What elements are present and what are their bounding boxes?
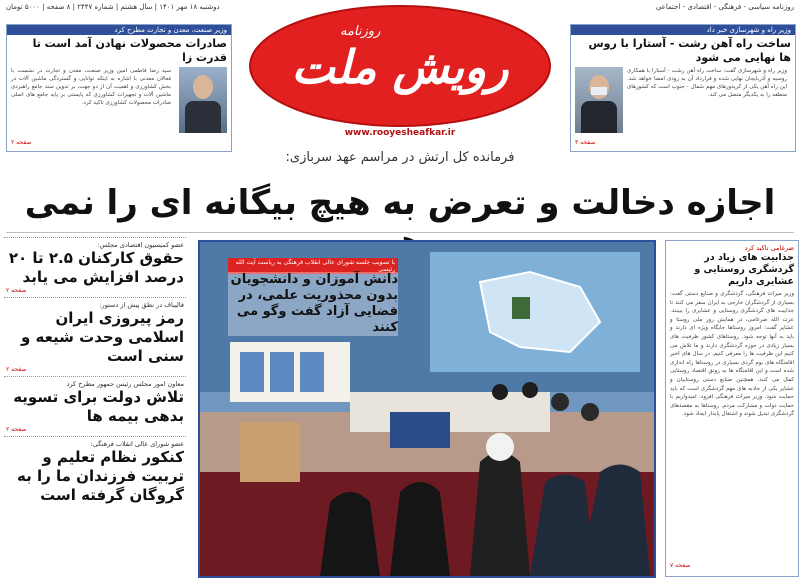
- minister-photo-right: [575, 67, 623, 133]
- news-kicker: قالیباف در نطق پیش از دستور:: [99, 301, 184, 309]
- headline-rule: [6, 232, 794, 233]
- right-feature-box: [570, 24, 796, 152]
- news-title[interactable]: کنکور نظام تعلیم و تربیت فرزندان ما را به گروگان گرفته است: [17, 448, 184, 504]
- headline-kicker: فرمانده کل ارتش در مراسم عهد سربازی:: [285, 150, 515, 165]
- photo-caption-kicker: با تصویب جلسه شورای عالی انقلاب فرهنگی به ریاست آیت الله رئیسی: [228, 258, 398, 274]
- right-feature-body: وزیر راه و شهرسازی گفت: ساخت راه آهن رشت - آستارا با همکاری روسیه و آذربایجان نهایی شده و قرارداد آن به زودی امضا خواهد شد. این راه آهن یکی از کریدورهای مهم شمال - جنوب است که کشورهای منطقه را به یکدیگر متصل می کند.: [627, 68, 787, 98]
- masthead-logo: [240, 4, 560, 134]
- news-kicker: معاون امور مجلس رئیس جمهور مطرح کرد: [66, 380, 184, 388]
- list-item[interactable]: [4, 436, 186, 508]
- news-title[interactable]: حقوق کارکنان ۲.۵ تا ۲۰ درصد افزایش می یابد: [8, 249, 184, 286]
- logo-main-text: رویش ملت: [291, 40, 509, 94]
- list-item[interactable]: [4, 297, 186, 376]
- left-feature-kicker: وزیر صنعت، معدن و تجارت مطرح کرد: [7, 25, 231, 35]
- main-photo[interactable]: [198, 240, 656, 578]
- right-feature-page[interactable]: صفحه ۳: [575, 139, 596, 146]
- left-feature-box: [6, 24, 232, 152]
- left-feature-body: سید رضا فاطمی امین وزیر صنعت، معدن و تجارت در نشست با فعالان معدنی با اشاره به اینکه توانایی و گستردگی ماشین آلات در بخش کشاورزی و اهمیت آن از دو جهت، بر تدوین سند جامع راهبردی ماشین آلات و تجهیزات کشاورزی که پایستی بر پایه جامع های اصلی صادرات محصولات کشاورزی تاکید کرد.: [11, 68, 171, 106]
- photo-caption-title[interactable]: دانش آموزان و دانشجویان بدون محذوریت علمی، در فضایی آزاد گفت وگو می کنند: [228, 272, 398, 336]
- main-headline[interactable]: اجازه دخالت و تعرض به هیچ بیگانه ای را نمی: [24, 183, 776, 223]
- right-feature-title[interactable]: ساخت راه آهن رشت - آستارا با روس ها نهایی می شود: [588, 37, 791, 64]
- left-feature-page[interactable]: صفحه ۲: [11, 139, 32, 146]
- right-story-page[interactable]: صفحه ۷: [670, 562, 691, 569]
- minister-photo: [179, 67, 227, 133]
- logo-small-text: روزنامه: [340, 24, 381, 39]
- right-story-kicker: ضرغامی تاکید کرد: [744, 244, 794, 252]
- list-item[interactable]: [4, 237, 186, 297]
- left-feature-title[interactable]: صادرات محصولات نهادن آمد است تا قدرت زا: [32, 37, 227, 64]
- left-news-column: [4, 237, 186, 508]
- right-story-title[interactable]: جذابیت های زیاد در گردشگری روستایی و عشایری داریم: [694, 252, 794, 287]
- right-feature-kicker: وزیر راه و شهرسازی خبر داد: [571, 25, 795, 35]
- right-news-column: [665, 240, 799, 577]
- news-title[interactable]: رمز پیروزی ایران اسلامی وحدت شیعه و سنی است: [20, 309, 184, 365]
- news-kicker: عضو کمیسیون اقتصادی مجلس:: [97, 241, 184, 249]
- list-item[interactable]: [4, 376, 186, 436]
- news-page[interactable]: صفحه ۲: [6, 426, 27, 433]
- news-page[interactable]: صفحه ۲: [6, 366, 27, 373]
- news-page[interactable]: صفحه ۲: [6, 287, 27, 294]
- issue-info: دوشنبه ۱۸ مهر ۱۴۰۱ | سال هشتم | شماره ۲۴۴۷ | ۸ صفحه | ۵۰۰۰ تومان: [6, 3, 220, 11]
- news-kicker: عضو شورای عالی انقلاب فرهنگی:: [90, 440, 184, 448]
- news-title[interactable]: تلاش دولت برای تسویه بدهی بیمه ها: [13, 388, 184, 425]
- website-url[interactable]: www.rooyesheafkar.ir: [344, 128, 456, 138]
- right-story-body: وزیر میراث فرهنگی، گردشگری و صنایع دستی گفت: بسیاری از گردشگران خارجی به ایران سفر می کنند تا جذابیت های گردشگری روستایی و عشایری را ببینند. عزت الله ضرغامی، در همایش روز ملی روستا و عشایر گفت: امروز روستاها جایگاه ویژه ای دارند و باید به آنها توجه شود. روستاهای کشور ظرفیت های بسیار زیادی در حوزه گردشگری دارند و ما تلاش می کنیم این ظرفیت ها را معرفی کنیم. در سال های اخیر اقامتگاه های بوم گردی بسیاری در روستاها راه اندازی شده است و این اقامتگاه ها به رونق اقتصاد روستایی کمک می کنند. همچنین صنایع دستی روستاییان و عشایر یکی از جاذبه های مهم گردشگری است که باید حمایت شود. وزیر میراث فرهنگی افزود: امیدواریم با حمایت دولت و مشارکت مردم، روستاها به مقصدهای گردشگری تبدیل شوند و اشتغال پایدار ایجاد شود.: [670, 291, 794, 418]
- paper-tagline: روزنامه سیاسی - فرهنگی - اقتصادی - اجتماعی: [655, 3, 794, 11]
